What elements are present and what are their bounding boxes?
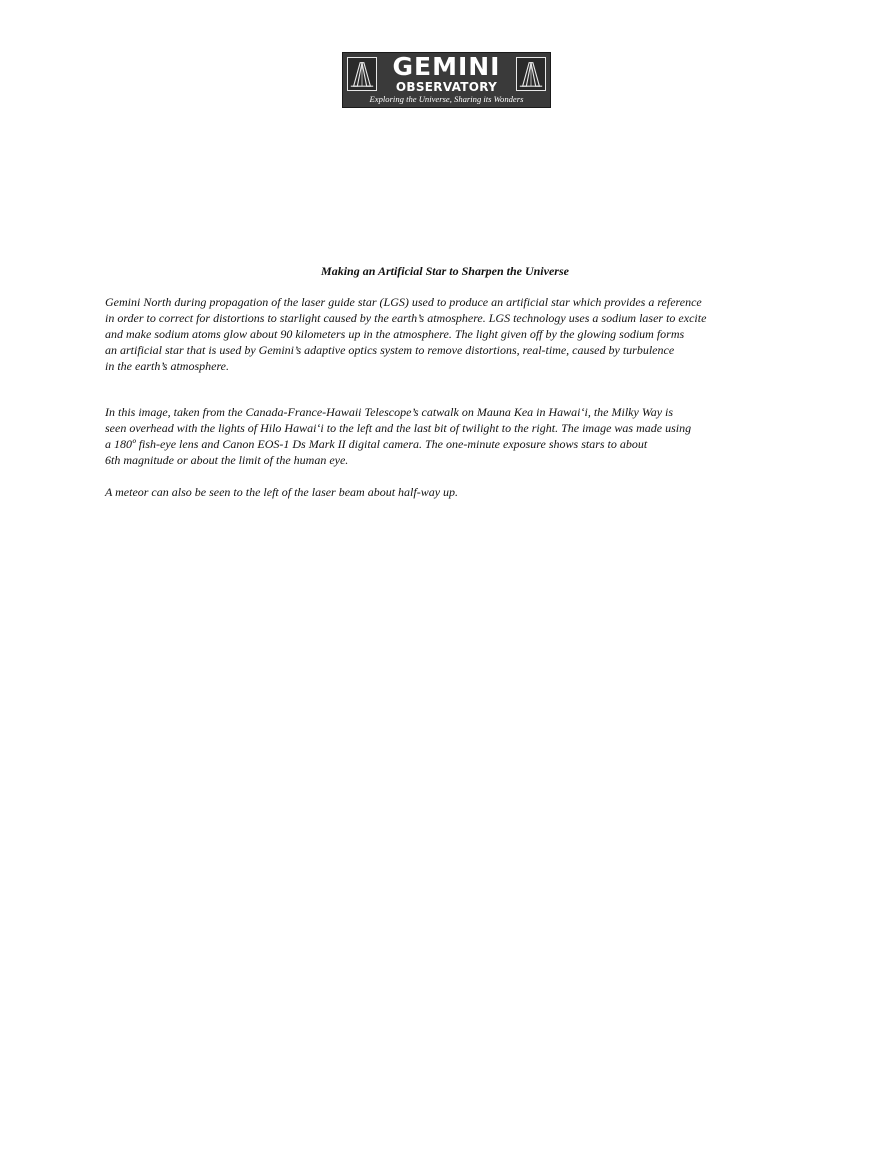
page-title: Making an Artificial Star to Sharpen the Universe: [321, 264, 569, 278]
paragraph-line: and make sodium atoms glow about 90 kilometers up in the atmosphere. The light given off by the glowing sodium forms: [105, 326, 685, 341]
logo-tagline: Exploring the Universe, Sharing its Wonders: [369, 94, 524, 104]
paragraph-line: in the earth’s atmosphere.: [105, 358, 229, 373]
logo-name: GEMINI: [392, 52, 501, 81]
paragraph-meteor-note: [105, 485, 805, 501]
paragraph-line: seen overhead with the lights of Hilo Hawai‘i to the left and the last bit of twilight to the right. The image was made using: [105, 420, 692, 435]
paragraph-line: 6th magnitude or about the limit of the human eye.: [105, 452, 349, 467]
telescope-dome-icon: [516, 57, 546, 91]
paragraph-image-description: [105, 405, 805, 469]
logo-subtitle: OBSERVATORY: [395, 80, 498, 94]
paragraph-laser-guide-star: [105, 295, 805, 375]
paragraph-line: in order to correct for distortions to starlight caused by the earth’s atmosphere. LGS technology uses a sodium laser to excite: [105, 310, 707, 325]
paragraph-line: In this image, taken from the Canada-France-Hawaii Telescope’s catwalk on Mauna Kea in Hawai‘i, the Milky Way is: [105, 405, 674, 419]
paragraph-line: A meteor can also be seen to the left of the laser beam about half-way up.: [105, 485, 459, 499]
telescope-dome-icon: [347, 57, 377, 91]
gemini-observatory-logo: [342, 52, 551, 108]
paragraph-line: Gemini North during propagation of the laser guide star (LGS) used to produce an artificial star which provides a reference: [105, 295, 702, 309]
paragraph-line: an artificial star that is used by Gemini’s adaptive optics system to remove distortions, real-time, caused by turbulence: [105, 342, 675, 357]
paragraph-line: a 180º fish-eye lens and Canon EOS-1 Ds Mark II digital camera. The one-minute exposure shows stars to about: [105, 436, 648, 451]
